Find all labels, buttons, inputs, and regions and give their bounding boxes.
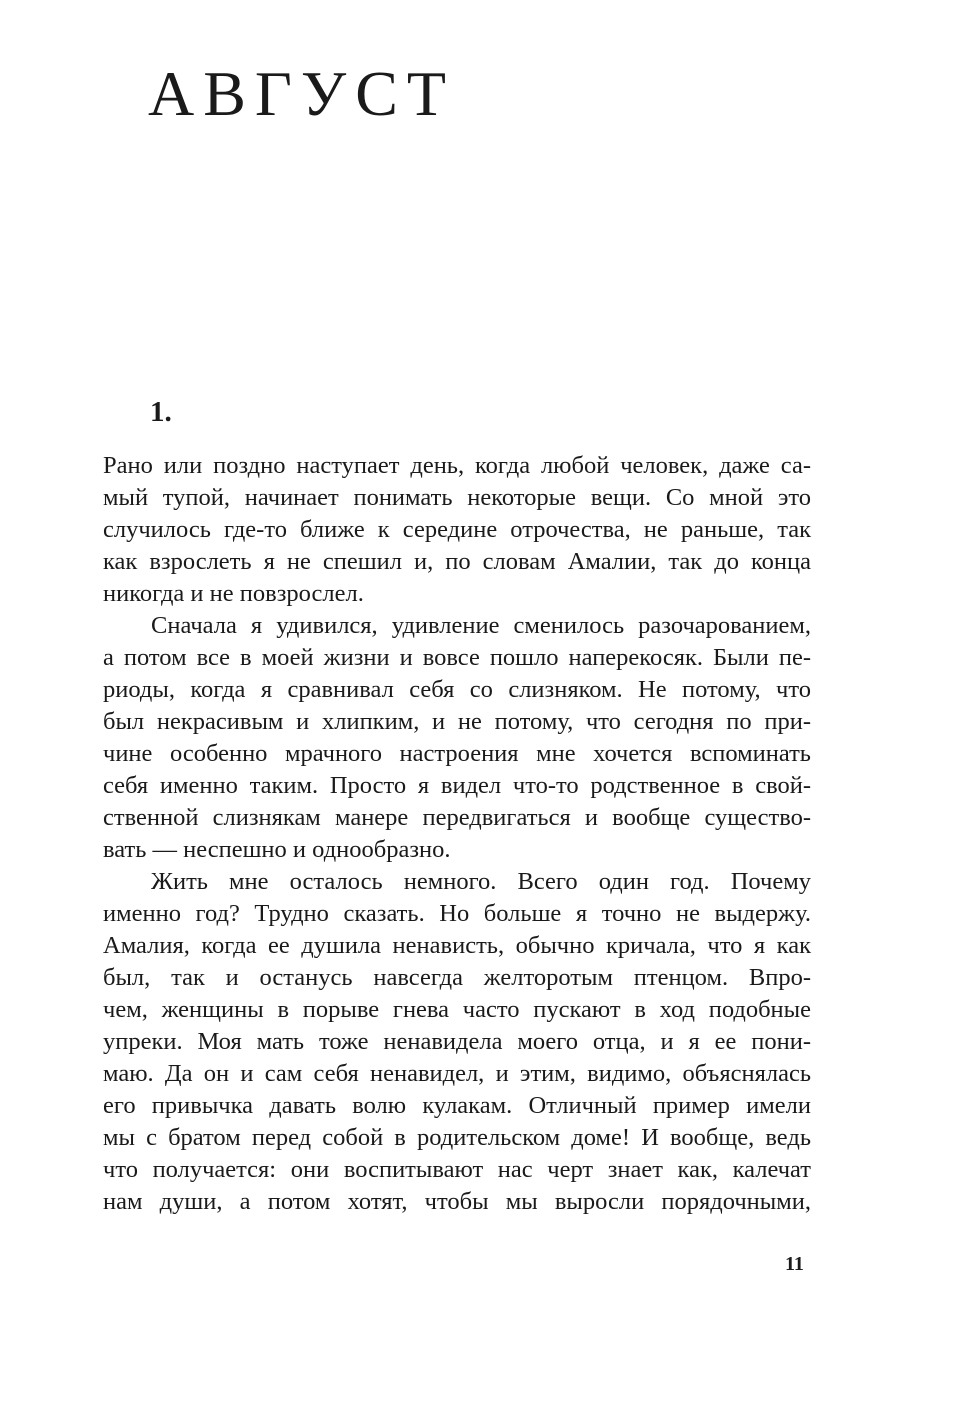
text-line: риоды, когда я сравнивал себя со слизняком. Не потому, что <box>103 676 811 703</box>
text-line: нам души, а потом хотят, чтобы мы выросли порядочными, <box>103 1188 811 1215</box>
text-line: Сначала я удивился, удивление сменилось разочарованием, <box>151 612 811 639</box>
chapter-title: АВГУСТ <box>148 58 455 129</box>
text-line: чем, женщины в порыве гнева часто пускают в ход подобные <box>103 996 811 1023</box>
text-line: мый тупой, начинает понимать некоторые вещи. Со мной это <box>103 484 811 511</box>
text-line: Рано или поздно наступает день, когда любой человек, даже са- <box>103 452 811 479</box>
text-line: ственной слизнякам манере передвигаться и вообще существо- <box>103 804 811 831</box>
text-line: как взрослеть я не спешил и, по словам Амалии, так до конца <box>103 548 811 575</box>
text-line: случилось где-то ближе к середине отрочества, не раньше, так <box>103 516 811 543</box>
text-line: чине особенно мрачного настроения мне хочется вспоминать <box>103 740 811 767</box>
text-line: что получается: они воспитывают нас черт знает как, калечат <box>103 1156 811 1183</box>
text-line: себя именно таким. Просто я видел что-то родственное в свой- <box>103 772 811 799</box>
text-line: именно год? Трудно сказать. Но больше я точно не выдержу. <box>103 900 811 927</box>
text-line: вать — неспешно и однообразно. <box>103 836 451 863</box>
text-line: никогда и не повзрослел. <box>103 580 364 607</box>
text-line: был некрасивым и хлипким, и не потому, что сегодня по при- <box>103 708 811 735</box>
text-line: Амалия, когда ее душила ненависть, обычно кричала, что я как <box>103 932 811 959</box>
section-number: 1. <box>150 396 172 428</box>
text-line: Жить мне осталось немного. Всего один год. Почему <box>151 868 811 895</box>
text-line: его привычка давать волю кулакам. Отличный пример имели <box>103 1092 811 1119</box>
text-line: маю. Да он и сам себя ненавидел, и этим, видимо, объяснялась <box>103 1060 811 1087</box>
page-number: 11 <box>785 1253 804 1275</box>
text-line: а потом все в моей жизни и вовсе пошло наперекосяк. Были пе- <box>103 644 811 671</box>
text-line: мы с братом перед собой в родительском доме! И вообще, ведь <box>103 1124 811 1151</box>
body-text <box>103 450 811 1218</box>
text-line: был, так и останусь навсегда желторотым птенцом. Впро- <box>103 964 811 991</box>
text-line: упреки. Моя мать тоже ненавидела моего отца, и я ее пони- <box>103 1028 811 1055</box>
